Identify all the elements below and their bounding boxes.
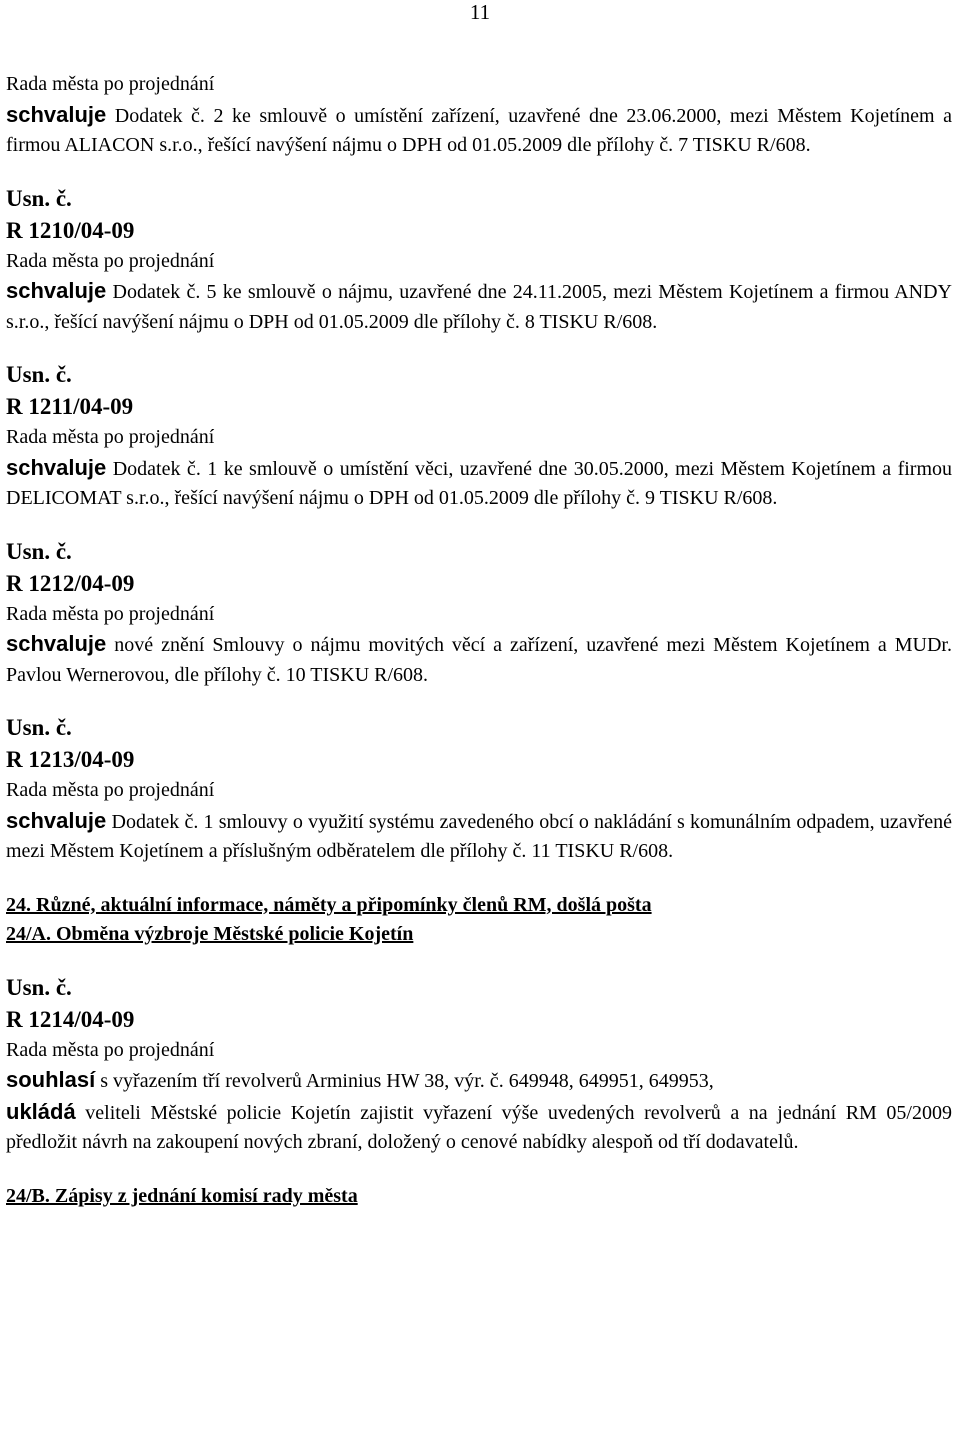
resolution-number: R 1210/04-09	[6, 217, 135, 243]
resolution-text	[6, 1097, 952, 1158]
resolution-text	[6, 100, 952, 161]
section-heading-24b: 24/B. Zápisy z jednání komisí rady města	[6, 1184, 358, 1207]
rada-line: Rada města po projednání	[6, 249, 215, 272]
rada-line: Rada města po projednání	[6, 73, 215, 95]
resolution-number: R 1212/04-09	[6, 570, 135, 596]
page-number: 11	[469, 0, 491, 24]
resolution-verb: schvaluje	[6, 807, 107, 833]
resolution-number: R 1213/04-09	[6, 747, 135, 772]
resolution-text	[6, 806, 952, 867]
resolution-verb: schvaluje	[6, 278, 107, 303]
rada-line: Rada města po projednání	[6, 602, 215, 625]
usn-label: Usn. č.	[6, 362, 72, 387]
rada-line: Rada města po projednání	[6, 779, 215, 801]
resolution-body: veliteli Městské policie Kojetín zajistit vyřazení výše uvedených revolverů a na jednání RM 05/2009 předložit návrh na zakoupení nových zbraní, doložený o cenové nabídky alespoň od tří dodavatelů.	[6, 1101, 952, 1153]
resolution-body: Dodatek č. 2 ke smlouvě o umístění zařízení, uzavřené dne 23.06.2000, mezi Městem Kojetínem a firmou ALIACON s.r.o., řešící navýšení nájmu o DPH od 01.05.2009 dle přílohy č. 7 TISKU R/608.	[6, 104, 952, 156]
resolution-text	[6, 1065, 952, 1097]
usn-label: Usn. č.	[6, 185, 72, 211]
rada-line: Rada města po projednání	[6, 426, 215, 448]
usn-label: Usn. č.	[6, 538, 72, 564]
section-heading-24: 24. Různé, aktuální informace, náměty a připomínky členů RM, došlá pošta	[6, 893, 652, 916]
resolution-body: Dodatek č. 5 ke smlouvě o nájmu, uzavřené dne 24.11.2005, mezi Městem Kojetínem a firmou ANDY s.r.o., řešící navýšení nájmu o DPH od 01.05.2009 dle přílohy č. 8 TISKU R/608.	[6, 281, 953, 333]
resolution-number: R 1214/04-09	[6, 1006, 135, 1032]
resolution-body: Dodatek č. 1 ke smlouvě o umístění věci, uzavřené dne 30.05.2000, mezi Městem Kojetínem a firmou DELICOMAT s.r.o., řešící navýšení nájmu o DPH od 01.05.2009 dle přílohy č. 9 TISKU R/608.	[6, 457, 953, 509]
resolution-verb: schvaluje	[6, 101, 107, 127]
usn-label: Usn. č.	[6, 715, 72, 740]
resolution-verb: ukládá	[6, 1098, 76, 1124]
resolution-verb: souhlasí	[6, 1067, 96, 1092]
section-heading-24a: 24/A. Obměna výzbroje Městské policie Kojetín	[6, 923, 414, 945]
resolution-text	[6, 276, 952, 337]
resolution-verb: schvaluje	[6, 631, 107, 656]
document-content	[6, 70, 952, 1211]
resolution-text	[6, 629, 952, 690]
resolution-number: R 1211/04-09	[6, 394, 134, 419]
resolution-verb: schvaluje	[6, 454, 107, 480]
resolution-body: nové znění Smlouvy o nájmu movitých věcí a zařízení, uzavřené mezi Městem Kojetínem a MUDr. Pavlou Wernerovou, dle přílohy č. 10 TISKU R/608.	[6, 634, 952, 686]
resolution-body: Dodatek č. 1 smlouvy o využití systému zavedeného obcí o nakládání s komunálním odpadem, uzavřené mezi Městem Kojetínem a příslušným odběratelem dle přílohy č. 11 TISKU R/608.	[6, 810, 953, 862]
usn-label: Usn. č.	[6, 974, 72, 1000]
resolution-text	[6, 453, 952, 514]
rada-line: Rada města po projednání	[6, 1038, 215, 1061]
resolution-body: s vyřazením tří revolverů Arminius HW 38, výr. č. 649948, 649951, 649953,	[100, 1070, 714, 1092]
